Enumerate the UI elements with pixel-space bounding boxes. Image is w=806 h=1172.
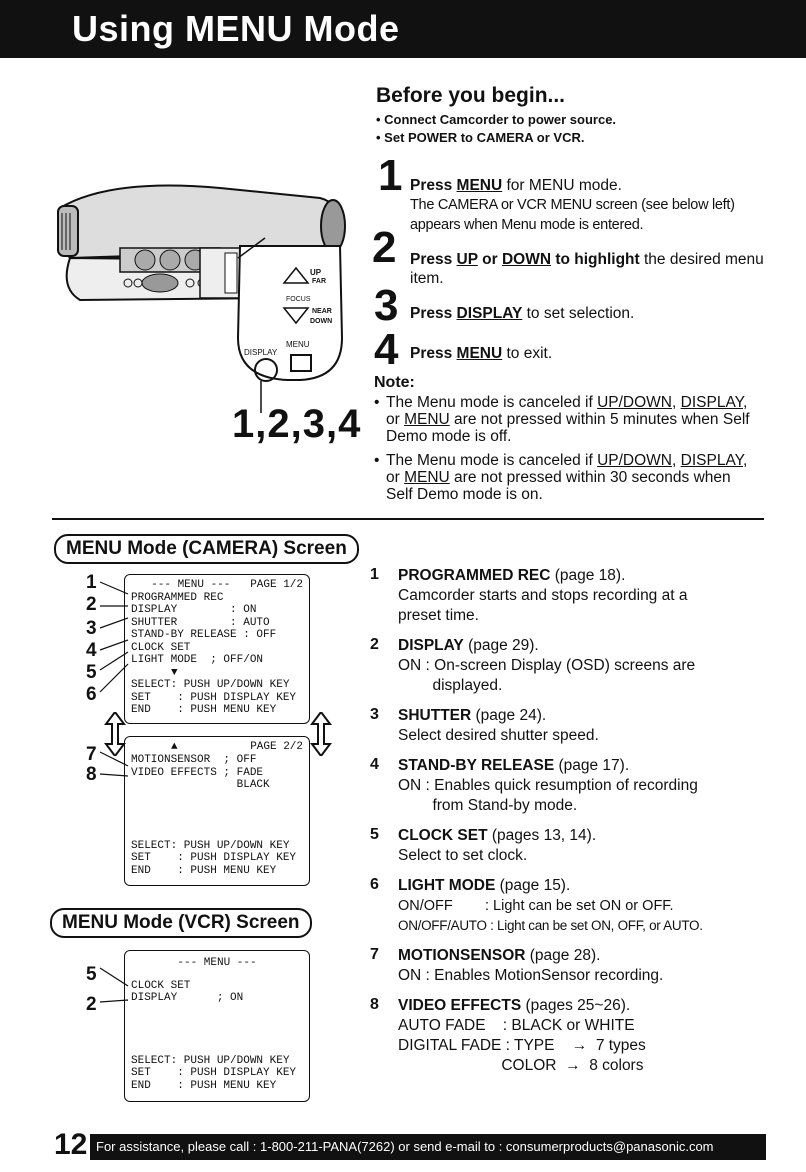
callout-number: 7 [86,744,97,765]
callout-number: 4 [86,640,97,661]
step-number: 2 [372,223,397,272]
step-number: 4 [374,325,399,374]
callout-number: 6 [86,684,97,705]
callout-number: 8 [86,764,97,785]
callout-number: 3 [86,618,97,639]
step-1: Press MENU for MENU mode. The CAMERA or VCR MENU screen (see below left) appears when Menu mode is entered. [410,177,735,233]
step-3: Press DISPLAY to set selection. [410,305,635,322]
camera-menu-page1: --- MENU --- PAGE 1/2 PROGRAMMED REC DISPLAY : ON SHUTTER : AUTO STAND-BY RELEASE : OFF CLOCK SET LIGHT MODE ; OFF/ON ▼ SELECT: PUSH UP/DOWN KEY SET : PUSH DISPLAY KEY END : PUSH MENU KEY [124,574,310,724]
prereq-item: • Connect Camcorder to power source. [376,112,617,127]
before-title: Before you begin... [376,84,566,107]
menu-item: 1 PROGRAMMED REC (page 18). Camcorder starts and stops recording at a preset time. [370,566,688,624]
vcr-screen-title: MENU Mode (VCR) Screen [50,908,312,938]
scroll-up-icon: ▲ [171,741,178,753]
step-2: Press UP or DOWN to highlight the desired menu item. [410,251,764,287]
callout-leader-lines [98,580,132,780]
callout-leader-lines [98,966,132,1006]
step-number: 3 [374,281,399,330]
page-toggle-arrow-icon [310,712,332,756]
menu-label: MENU [286,340,310,349]
note-item: • The Menu mode is canceled if UP/DOWN, DISPLAY, or MENU are not pressed within 5 minutes when Self Demo mode is off. [374,394,750,445]
display-label: DISPLAY [244,348,278,357]
menu-item: 2 DISPLAY (page 29). ON : On-screen Display (OSD) screens are displayed. [370,636,696,694]
menu-button-icon [290,354,312,372]
down-label: DOWN [310,318,333,325]
section-divider [52,518,764,520]
prereq-item: • Set POWER to CAMERA or VCR. [376,130,585,145]
up-label: UP [310,268,322,277]
callout-number: 2 [86,994,97,1015]
camcorder-illustration [50,168,360,418]
menu-item-list [370,566,770,1076]
menu-item: 4 STAND-BY RELEASE (page 17). ON : Enables quick resumption of recording from Stand-by mode. [370,756,698,814]
vcr-menu: --- MENU --- CLOCK SET DISPLAY ; ON SELECT: PUSH UP/DOWN KEY SET : PUSH DISPLAY KEY END : PUSH MENU KEY [124,950,310,1102]
steps-callout: 1,2,3,4 [232,402,362,446]
camera-screen-title: MENU Mode (CAMERA) Screen [54,534,359,564]
page-title: Using MENU Mode [72,8,400,49]
note-item: • The Menu mode is canceled if UP/DOWN, DISPLAY, or MENU are not pressed within 30 seconds when Self Demo mode is on. [374,452,748,503]
scroll-down-icon: ▼ [171,666,178,679]
callout-number: 5 [86,662,97,683]
focus-label: FOCUS [286,296,311,303]
menu-item: 5 CLOCK SET (pages 13, 14). Select to set clock. [370,826,597,864]
assistance-bar: For assistance, please call : 1-800-211-PANA(7262) or send e-mail to : consumerproducts@panasonic.com [90,1134,766,1160]
step-number: 1 [378,151,403,200]
step-4: Press MENU to exit. [410,345,553,362]
note-title: Note: [374,374,415,391]
page-number: 12 [54,1128,88,1161]
callout-number: 2 [86,594,97,615]
menu-item: 8 VIDEO EFFECTS (pages 25~26). AUTO FADE : BLACK or WHITE DIGITAL FADE : TYPE → 7 types COLOR → 8 colors [370,996,646,1074]
menu-item: 3 SHUTTER (page 24). Select desired shutter speed. [370,706,599,744]
callout-number: 5 [86,964,97,985]
callout-number: 1 [86,572,97,593]
menu-item: 6 LIGHT MODE (page 15). ON/OFF : Light can be set ON or OFF. ON/OFF/AUTO : Light can be set ON, OFF, or AUTO. [370,876,703,933]
display-button-icon [254,358,278,382]
menu-item: 7 MOTIONSENSOR (page 28). ON : Enables MotionSensor recording. [370,946,664,984]
camera-menu-page2: ▲ PAGE 2/2 MOTIONSENSOR ; OFF VIDEO EFFECTS ; FADE BLACK SELECT: PUSH UP/DOWN KEY SET : PUSH DISPLAY KEY END : PUSH MENU KEY [124,736,310,886]
menu-key: MENU [456,177,503,194]
near-label: NEAR [312,308,332,315]
far-label: FAR [312,278,326,285]
